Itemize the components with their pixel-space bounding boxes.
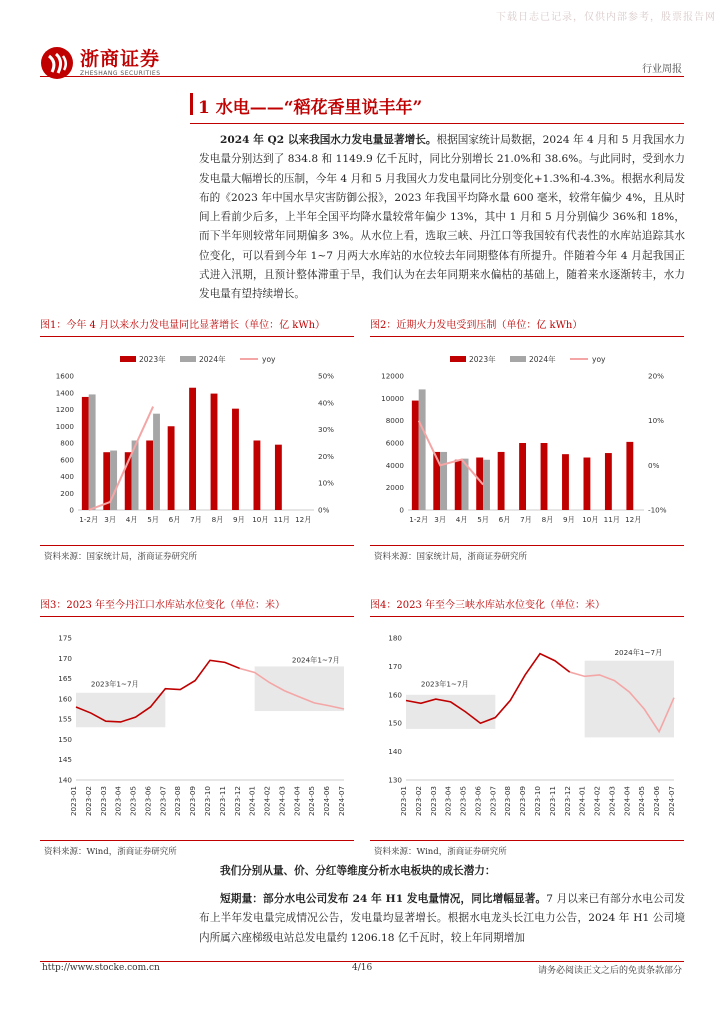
y-tick-label: 1200 [55,405,74,414]
x-tick-label: 4月 [455,515,468,524]
x-tick-label: 2024-02 [262,786,272,817]
x-tick-label: 2023-04 [443,786,453,817]
figure3-top-rule [40,616,354,617]
danjiangkou-level-chart [40,620,354,836]
x-tick-label: 4月 [125,515,138,524]
x-tick-label: 3月 [434,515,447,524]
x-tick-label: 2024-06 [652,786,662,817]
figure1-top-rule [40,336,354,337]
y-tick-label: 170 [58,653,72,663]
x-tick-label: 10月 [252,515,269,524]
y-tick-label: 130 [388,775,402,785]
figure2-top-rule [370,336,684,337]
period-annotation-1: 2024年1~7月 [614,648,663,658]
bar-2023 [275,445,282,510]
bar-2023 [455,460,462,510]
x-tick-label: 11月 [273,515,290,524]
y-tick-label: 170 [388,661,402,671]
document-type: 行业周报 [642,64,682,75]
figure1-source: 资料来源：国家统计局，浙商证券研究所 [44,552,198,562]
x-tick-label: 2024-03 [277,786,287,817]
bar-2024 [483,460,490,510]
bar-2023 [433,452,440,510]
y-tick-label: 175 [58,633,72,643]
x-tick-label: 2023-03 [98,786,108,817]
x-tick-label: 11月 [603,515,620,524]
y2-tick-label: 20% [648,371,664,381]
x-tick-label: 2023-08 [503,786,513,817]
y2-tick-label: 0% [318,505,330,515]
x-tick-label: 2023-12 [562,786,572,817]
x-tick-label: 2023-06 [143,786,153,817]
period-band-1 [255,666,344,711]
section-divider [190,123,684,124]
bar-2023 [168,426,175,510]
x-tick-label: 10月 [582,515,599,524]
y-tick-label: 180 [388,633,402,643]
y-tick-label: 160 [388,690,402,700]
y-tick-label: 200 [60,488,74,498]
bar-2023 [605,453,612,510]
y-tick-label: 140 [388,747,402,757]
x-tick-label: 2023-09 [518,786,528,817]
company-logo [40,46,161,80]
x-tick-label: 1-2月 [409,515,429,524]
bar-2023 [541,443,548,510]
x-tick-label: 2023-11 [547,786,557,817]
bar-2024 [153,414,160,510]
x-tick-label: 6月 [168,515,181,524]
legend-swatch-0 [120,356,136,362]
bar-2023 [253,440,260,510]
bar-2023 [189,388,196,510]
paragraph-body: 根据国家统计局数据，2024 年 4 月和 5 月我国水力发电量分别达到了 834.8 和 1149.9 亿千瓦时，同比分别增长 21.0%和 38.6%。与此同时，受到水力发电量大幅增长的压制，今年 4 月和 5 月我国火力发电量同比分别变化+1.3%和-4.3%。根据水利局发布的《2023 年中国水旱灾害防御公报》，2023 年我国平均降水量 600 毫米，较常年偏少 4%，且从时间上看前少后多，上半年全国平均降水量较常年偏少 13%，其中 1 月和 5 月分别偏少 36%和 18%，而下半年则较常年同期偏多 3%。从水位上看，选取三峡、丹江口等我国较有代表性的水库站追踪其水位变化，可以看到今年 1~7 月两大水库站的水位较去年同期整体有所提升。伴随着今年 4 月起我国正式进入汛期，且预计整体滞重于旱，我们认为在去年同期来水偏枯的基础上，随着来水逐渐转丰，水力发电量有望持续增长。 [199,134,685,301]
x-tick-label: 2024-07 [337,786,346,817]
y-tick-label: 1000 [55,421,74,431]
yoy-line [419,421,483,485]
x-tick-label: 5月 [147,515,159,524]
y2-tick-label: 30% [318,425,334,435]
x-tick-label: 7月 [520,515,532,524]
section-marker [190,93,193,115]
x-tick-label: 2024-06 [322,786,332,817]
y-tick-label: 0 [69,505,74,515]
x-tick-label: 2024-04 [622,786,632,817]
x-tick-label: 8月 [211,515,224,524]
figure4-top-rule [370,616,684,617]
thermal-power-chart [370,340,684,540]
x-tick-label: 2024-05 [637,786,647,817]
figure2-title: 图2：近期火力发电受到压制（单位：亿 kWh） [370,320,583,331]
y-tick-label: 165 [58,674,72,684]
figure2-source: 资料来源：国家统计局，浙商证券研究所 [374,552,528,562]
bar-2023 [626,442,633,510]
y-tick-label: 800 [60,438,74,448]
x-tick-label: 2023-02 [413,786,423,817]
y-tick-label: 1400 [55,388,74,398]
x-tick-label: 6月 [498,515,511,524]
x-tick-label: 2023-04 [113,786,123,817]
bar-2024 [89,394,96,510]
y-tick-label: 12000 [381,371,404,381]
x-tick-label: 2023-08 [173,786,183,817]
footer-url[interactable]: http://www.stocke.com.cn [42,963,160,973]
bar-2024 [440,452,447,510]
x-tick-label: 2023-11 [217,786,227,817]
bar-2023 [498,452,505,510]
figure4-source: 资料来源：Wind，浙商证券研究所 [374,847,507,857]
y2-tick-label: 10% [648,416,664,426]
y-tick-label: 150 [58,734,72,744]
period-annotation-0: 2023年1~7月 [420,679,469,689]
x-tick-label: 2024-01 [247,786,257,817]
paragraph-lead: 2024 年 Q2 以来我国水力发电量显著增长。 [220,134,437,146]
hydro-power-chart [40,340,354,540]
y2-tick-label: 50% [318,371,334,381]
paragraph-hydro-growth [199,131,685,305]
bar-2023 [562,454,569,510]
figure3-title: 图3：2023 年至今丹江口水库站水位变化（单位：米） [40,600,285,611]
y-tick-label: 155 [58,714,72,724]
logo-icon [40,46,74,80]
x-tick-label: 2023-05 [128,786,138,817]
y-tick-label: 160 [58,694,72,704]
bar-2023 [583,458,590,510]
y-tick-label: 1600 [55,371,74,381]
x-tick-label: 2024-03 [607,786,617,817]
legend-label-yoy: yoy [262,355,276,364]
analysis-intro-text: 我们分别从量、价、分红等维度分析水电板块的成长潜力： [220,865,496,877]
x-tick-label: 2023-10 [533,786,542,817]
watermark: 下载日志已记录，仅供内部参考，股票报告网 [496,12,716,23]
paragraph-analysis-intro [199,862,685,881]
bar-2023 [412,401,419,510]
legend-label-1: 2024年 [199,355,226,364]
bar-2023 [211,394,218,510]
y-tick-label: 8000 [385,416,404,426]
x-tick-label: 12月 [295,515,312,524]
y-tick-label: 10000 [381,393,404,403]
company-name-cn: 浙商证券 [80,48,161,70]
paragraph-lead: 短期量：部分水电公司发布 24 年 H1 发电量情况，同比增幅显著。 [220,893,547,905]
period-band-1 [585,661,674,738]
x-tick-label: 1-2月 [79,515,99,524]
paragraph-short-term-volume [199,890,685,948]
figure1-bottom-rule [40,545,354,546]
y2-tick-label: 10% [318,478,334,488]
legend-label-0: 2023年 [139,355,166,364]
x-tick-label: 5月 [477,515,489,524]
x-tick-label: 2023-07 [158,786,168,817]
x-tick-label: 9月 [233,515,245,524]
legend-label-0: 2023年 [469,355,496,364]
company-name-en: ZHESHANG SECURITIES [80,70,161,77]
x-tick-label: 7月 [190,515,202,524]
legend-label-1: 2024年 [529,355,556,364]
x-tick-label: 2023-03 [428,786,438,817]
legend-label-yoy: yoy [592,355,606,364]
x-tick-label: 2023-09 [188,786,198,817]
y2-tick-label: 40% [318,398,334,408]
figure1-title: 图1：今年 4 月以来水力发电量同比显著增长（单位：亿 kWh） [40,320,326,331]
figure2-bottom-rule [370,545,684,546]
figure3-source: 资料来源：Wind，浙商证券研究所 [44,847,177,857]
period-band-0 [406,695,495,729]
page-number: 4/16 [352,963,373,973]
period-annotation-0: 2023年1~7月 [90,679,139,689]
y2-tick-label: -10% [648,505,667,515]
x-tick-label: 2023-05 [458,786,468,817]
section-title: 1 水电——“稻花香里说丰年” [198,98,423,118]
figure4-title: 图4：2023 年至今三峡水库站水位变化（单位：米） [370,600,605,611]
footer-disclaimer: 请务必阅读正文之后的免责条款部分 [537,966,682,976]
x-tick-label: 2024-04 [292,786,302,817]
x-tick-label: 2023-12 [232,786,242,817]
bar-2023 [82,397,89,510]
x-tick-label: 8月 [541,515,554,524]
header-divider [40,76,684,77]
x-tick-label: 2024-02 [592,786,602,817]
x-tick-label: 2023-07 [488,786,498,817]
x-tick-label: 3月 [104,515,117,524]
y-tick-label: 400 [60,472,74,481]
x-tick-label: 2024-07 [667,786,676,817]
x-tick-label: 2023-02 [83,786,93,817]
legend-swatch-1 [180,356,196,362]
bar-2023 [146,440,153,510]
y-tick-label: 2000 [385,483,404,493]
period-annotation-1: 2024年1~7月 [291,655,340,665]
legend-swatch-0 [450,356,466,362]
paragraph-body: 7 月以来已有部分水电公司发布上半年发电量完成情况公告，发电量均显著增长。根据水电龙头长江电力公告，2024 年 H1 公司境内所属六座梯级电站总发电量约 1206.18 亿千瓦时，较上年同期增加 [199,893,686,944]
legend-swatch-1 [510,356,526,362]
bar-2024 [419,389,426,510]
y-tick-label: 4000 [385,460,404,470]
x-tick-label: 2024-05 [307,786,317,817]
y-tick-label: 145 [58,755,72,765]
y-tick-label: 150 [388,718,402,728]
bar-2023 [519,443,526,510]
y-tick-label: 140 [58,775,72,785]
y2-tick-label: 20% [318,451,334,461]
y-tick-label: 6000 [385,438,404,448]
three-gorges-level-chart [370,620,684,836]
x-tick-label: 2023-01 [69,786,78,817]
y-tick-label: 600 [60,455,74,465]
x-tick-label: 2024-01 [577,786,587,817]
x-tick-label: 9月 [563,515,575,524]
bar-2023 [232,409,239,510]
y-tick-label: 0 [399,505,404,515]
x-tick-label: 2023-01 [399,786,408,817]
figure3-bottom-rule [40,840,354,841]
x-tick-label: 2023-06 [473,786,483,817]
y2-tick-label: 0% [648,460,660,470]
footer-divider [40,961,684,962]
yoy-line [89,407,153,510]
x-tick-label: 12月 [625,515,642,524]
figure4-bottom-rule [370,840,684,841]
x-tick-label: 2023-10 [203,786,212,817]
